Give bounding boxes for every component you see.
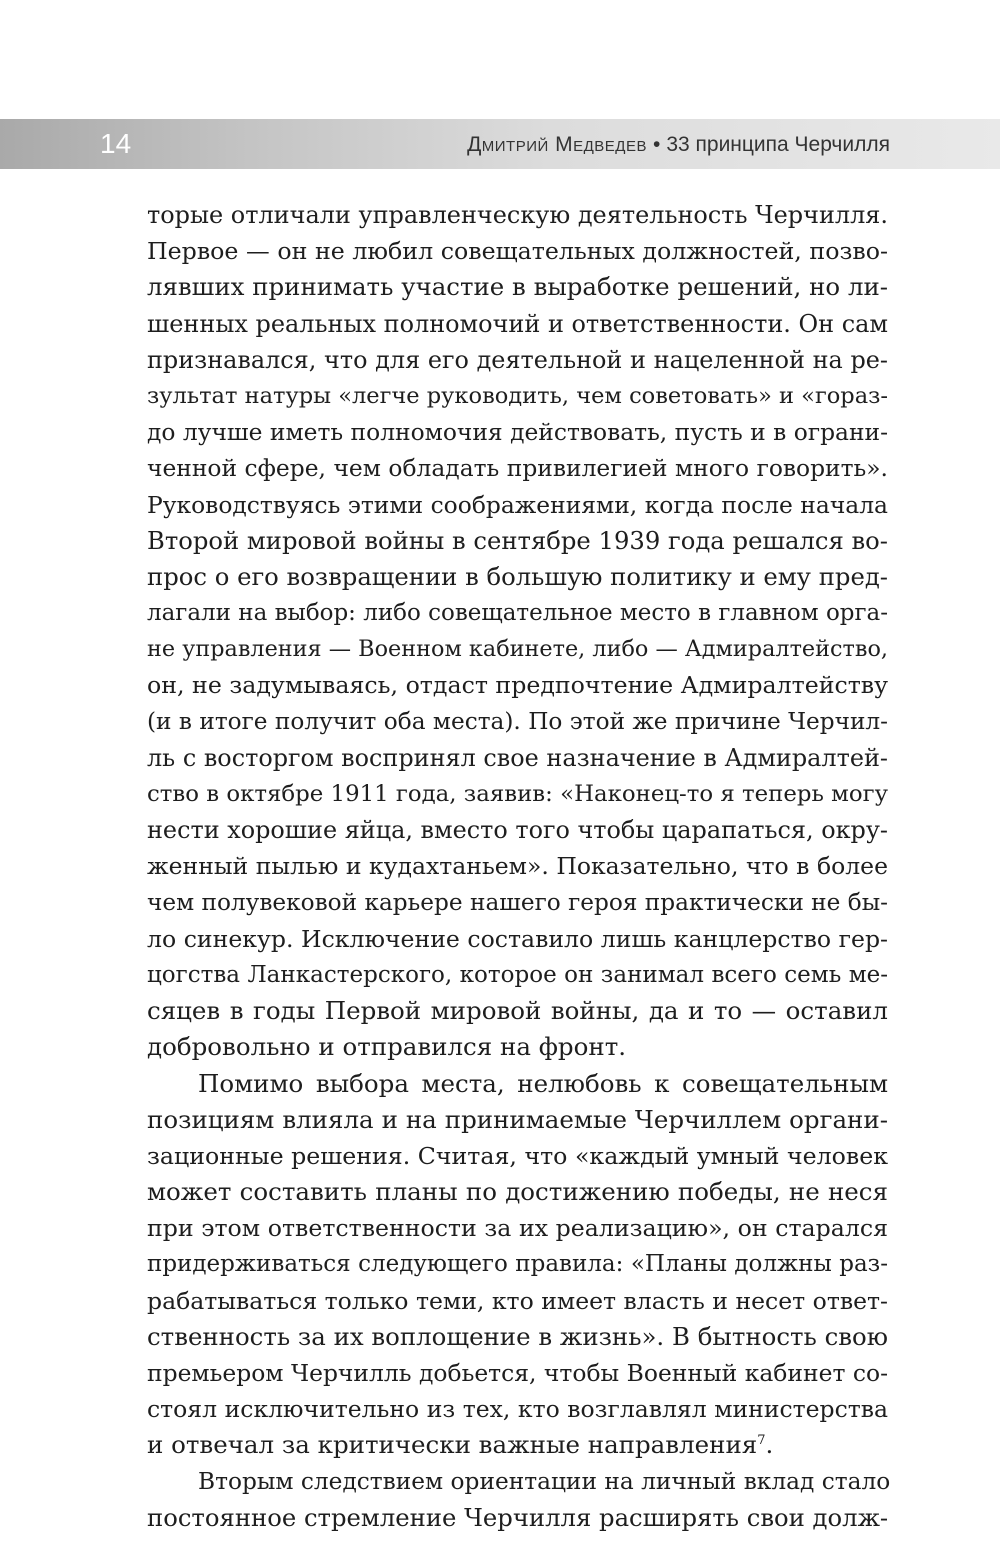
text-line: придерживаться следующего правила: «Планы должны раз- [147,1251,888,1278]
text-line: Вторым следствием ориентации на личный вклад стало [198,1467,891,1495]
text-line: лявших принимать участие в выработке решений, но ли- [147,272,888,302]
text-line: женный пылью и кудахтаньем». Показательно, что в более [147,852,888,881]
text-line-end: . [765,1430,774,1460]
running-head-title [467,119,890,169]
text-line: шенных реальных полномочий и ответственности. Он сам [147,309,888,338]
text-line: Первое — он не любил совещательных должностей, позво- [147,237,888,266]
text-line: постоянное стремление Черчилля расширять свои долж- [147,1502,889,1532]
text-line [147,1427,888,1463]
header-author: Дмитрий Медведев [467,133,647,156]
text-line: зационные решения. Считая, что «каждый умный человек [147,1141,888,1170]
page-number: 14 [100,128,132,159]
text-line: зультат натуры «легче руководить, чем советовать» и «гораз- [147,382,889,409]
text-line: рабатываться только теми, кто имеет власть и несет ответ- [147,1286,888,1315]
text-line-content: и отвечал за критически важные направления [147,1430,758,1460]
header-separator: • [652,133,661,156]
text-line: ченной сфере, чем обладать привилегией много говорить». [147,454,888,483]
text-line: ственность за их воплощение в жизнь». В бытность свою [147,1321,888,1351]
text-line: стоял исключительно из тех, кто возглавлял министерства [147,1395,888,1424]
text-line: сяцев в годы Первой мировой войны, да и то — оставил [147,996,888,1026]
text-line: до лучше иметь полномочия действовать, пусть и в ограни- [147,418,888,447]
text-line: ло синекур. Исключение составило лишь канцлерство гер- [147,924,888,953]
footnote-reference[interactable]: 7 [757,1433,766,1449]
header-book-title: 33 принципа Черчилля [666,133,890,156]
text-line: Помимо выбора места, нелюбовь к совещательным [198,1068,888,1098]
text-line: чем полувековой карьере нашего героя практически не бы- [147,888,889,916]
text-line: ль с восторгом воспринял свое назначение в Адмиралтей- [147,743,888,772]
text-line: торые отличали управленческую деятельность Черчилля. [147,201,889,229]
text-line: позициям влияла и на принимаемые Черчиллем органи- [147,1104,888,1134]
text-line: премьером Черчилль добьется, чтобы Военный кабинет со- [147,1359,888,1387]
text-line: может составить планы по достижению победы, не неся [147,1177,888,1207]
text-line: он, не задумываясь, отдаст предпочтение Адмиралтейству [147,671,889,700]
text-line: при этом ответственности за их реализацию», он старался [147,1214,888,1243]
text-line: лагали на выбор: либо совещательное место в главном орга- [147,600,888,627]
text-line: добровольно и отправился на фронт. [147,1032,627,1062]
text-line: признавался, что для его деятельной и нацеленной на ре- [147,345,888,374]
text-line: Руководствуясь этими соображениями, когда после начала [147,490,888,519]
text-line: (и в итоге получит оба места). По этой же причине Черчил- [147,707,888,735]
text-line: не управления — Военном кабинете, либо — Адмиралтейство, [147,636,888,663]
text-line: нести хорошие яйца, вместо того чтобы царапаться, окру- [147,816,888,845]
running-header [0,119,1000,169]
text-line: цогства Ланкастерского, которое он занимал всего семь ме- [147,961,888,988]
body-text [147,197,891,1536]
text-line: прос о его возвращении в большую политику и ему пред- [147,561,888,591]
text-line: ство в октябре 1911 года, заявив: «Наконец-то я теперь могу [147,781,889,807]
text-line: Второй мировой войны в сентябре 1939 года решался во- [147,525,888,555]
